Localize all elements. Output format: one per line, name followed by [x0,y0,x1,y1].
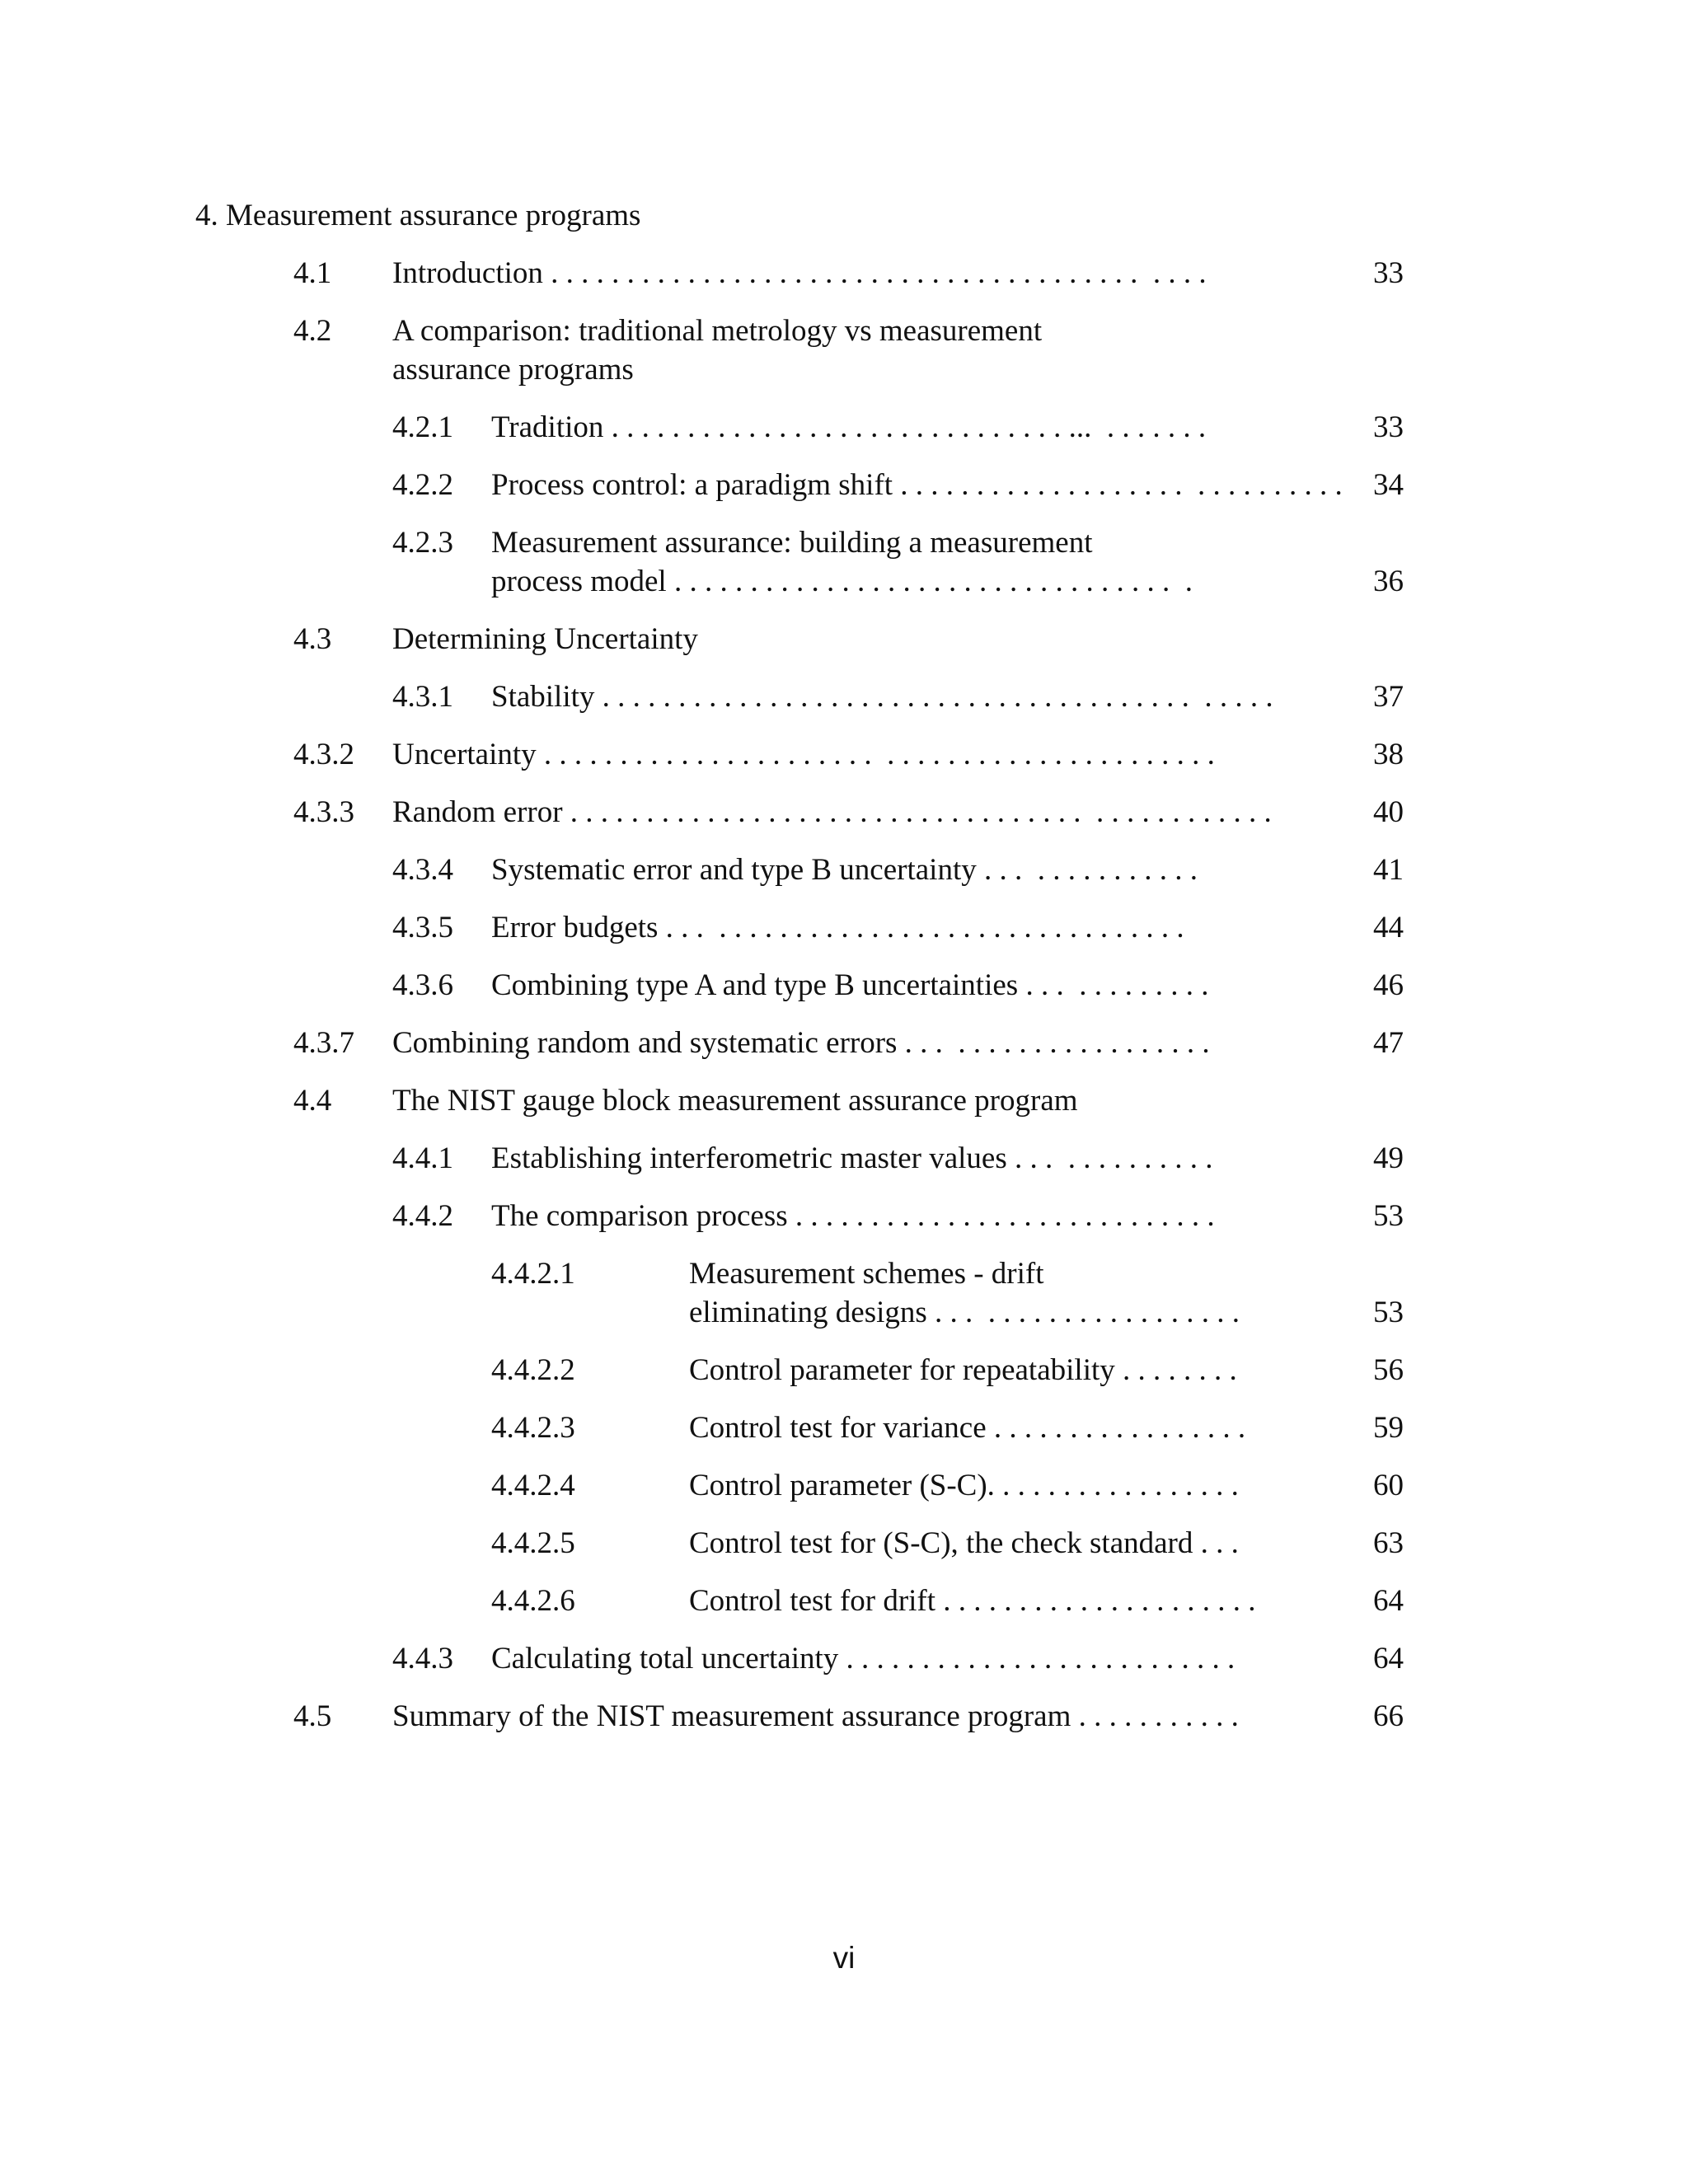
entry-page: 64 [1373,1642,1404,1675]
entry-number: 4.2.2 [392,468,453,502]
entry-page: 40 [1373,795,1404,829]
entry-number: 4.3.3 [293,795,354,829]
chapter-heading: 4. Measurement assurance programs [195,199,641,232]
entry-page: 33 [1373,410,1404,444]
entry-number: 4.4.1 [392,1141,453,1175]
entry-title: Calculating total uncertainty . . . . . . . . . . . . . . . . . . . . . . . . . . [491,1642,1236,1675]
entry-number: 4.3.6 [392,968,453,1002]
entry-number: 4.2.1 [392,410,453,444]
entry-number: 4.3.7 [293,1026,354,1060]
entry-number: 4.4.2.6 [491,1584,575,1618]
entry-page: 36 [1373,565,1404,598]
entry-number: 4.4.2 [392,1199,453,1233]
entry-page: 37 [1373,680,1404,714]
entry-title: Uncertainty . . . . . . . . . . . . . . . . . . . . . . . . . . . . . . . . . . . . . . . . . . . . [392,738,1215,771]
entry-page: 33 [1373,256,1404,290]
entry-page: 56 [1373,1353,1404,1387]
entry-number: 4.3 [293,622,332,656]
entry-number: 4.3.4 [392,853,453,887]
entry-title: Combining type A and type B uncertainties . . . . . . . . . . . . [491,968,1209,1002]
entry-page: 34 [1373,468,1404,502]
entry-number: 4.2 [293,314,332,348]
entry-title: Measurement schemes - drift eliminating designs . . . . . . . . . . . . . . . . . . . . [689,1257,1240,1329]
entry-number: 4.5 [293,1699,332,1733]
entry-title: Introduction . . . . . . . . . . . . . . . . . . . . . . . . . . . . . . . . . . . . . . . . . . . [392,256,1207,290]
entry-number: 4.2.3 [392,526,453,560]
entry-page: 53 [1373,1199,1404,1233]
entry-page: 41 [1373,853,1404,887]
entry-title: The NIST gauge block measurement assurance program [392,1084,1078,1118]
entry-page: 44 [1373,911,1404,944]
entry-number: 4.4.2.2 [491,1353,575,1387]
entry-number: 4.1 [293,256,332,290]
entry-title: Random error . . . . . . . . . . . . . . . . . . . . . . . . . . . . . . . . . . . . . . . . . . . . . . [392,795,1272,829]
entry-page: 66 [1373,1699,1404,1733]
entry-title: Control parameter for repeatability . . . . . . . . [689,1353,1237,1387]
entry-number: 4.3.2 [293,738,354,771]
entry-title: Control test for variance . . . . . . . . . . . . . . . . . [689,1411,1246,1445]
entry-title: Determining Uncertainty [392,622,698,656]
entry-title: Stability . . . . . . . . . . . . . . . . . . . . . . . . . . . . . . . . . . . . . . . . . . . . [491,680,1273,714]
entry-title: The comparison process . . . . . . . . . . . . . . . . . . . . . . . . . . . . [491,1199,1215,1233]
entry-page: 60 [1373,1469,1404,1502]
entry-page: 38 [1373,738,1404,771]
entry-title: A comparison: traditional metrology vs measurement assurance programs [392,314,1043,387]
entry-page: 63 [1373,1526,1404,1560]
entry-page: 59 [1373,1411,1404,1445]
entry-number: 4.4.2.5 [491,1526,575,1560]
entry-number: 4.4.3 [392,1642,453,1675]
entry-page: 46 [1373,968,1404,1002]
entry-number: 4.3.1 [392,680,453,714]
entry-title: Process control: a paradigm shift . . . . . . . . . . . . . . . . . . . . . . . . . . . . . [491,468,1343,502]
entry-number: 4.3.5 [392,911,453,944]
entry-number: 4.4 [293,1084,332,1118]
entry-title: Systematic error and type B uncertainty . . . . . . . . . . . . . . [491,853,1198,887]
entry-title: Measurement assurance: building a measurement process model . . . . . . . . . . . . . . . . . . . . . . . . . . . . . . . . . . [491,526,1193,598]
entry-title: Establishing interferometric master values . . . . . . . . . . . . . [491,1141,1213,1175]
entry-title: Control parameter (S-C). . . . . . . . . . . . . . . . . [689,1469,1239,1502]
entry-number: 4.4.2.3 [491,1411,575,1445]
entry-page: 64 [1373,1584,1404,1618]
entry-title: Control test for (S-C), the check standard . . . [689,1526,1239,1560]
entry-title: Combining random and systematic errors . . . . . . . . . . . . . . . . . . . . [392,1026,1210,1060]
entry-title: Control test for drift . . . . . . . . . . . . . . . . . . . . . [689,1584,1256,1618]
entry-title: Tradition . . . . . . . . . . . . . . . . . . . . . . . . . . . . . . ... . . . . . . . [491,410,1207,444]
entry-title: Error budgets . . . . . . . . . . . . . . . . . . . . . . . . . . . . . . . . . . [491,911,1184,944]
entry-page: 49 [1373,1141,1404,1175]
page-number: vi [832,1941,856,1975]
entry-page: 53 [1373,1296,1404,1329]
entry-title: Summary of the NIST measurement assurance program . . . . . . . . . . . [392,1699,1239,1733]
entry-number: 4.4.2.1 [491,1257,575,1291]
entry-number: 4.4.2.4 [491,1469,575,1502]
entry-page: 47 [1373,1026,1404,1060]
